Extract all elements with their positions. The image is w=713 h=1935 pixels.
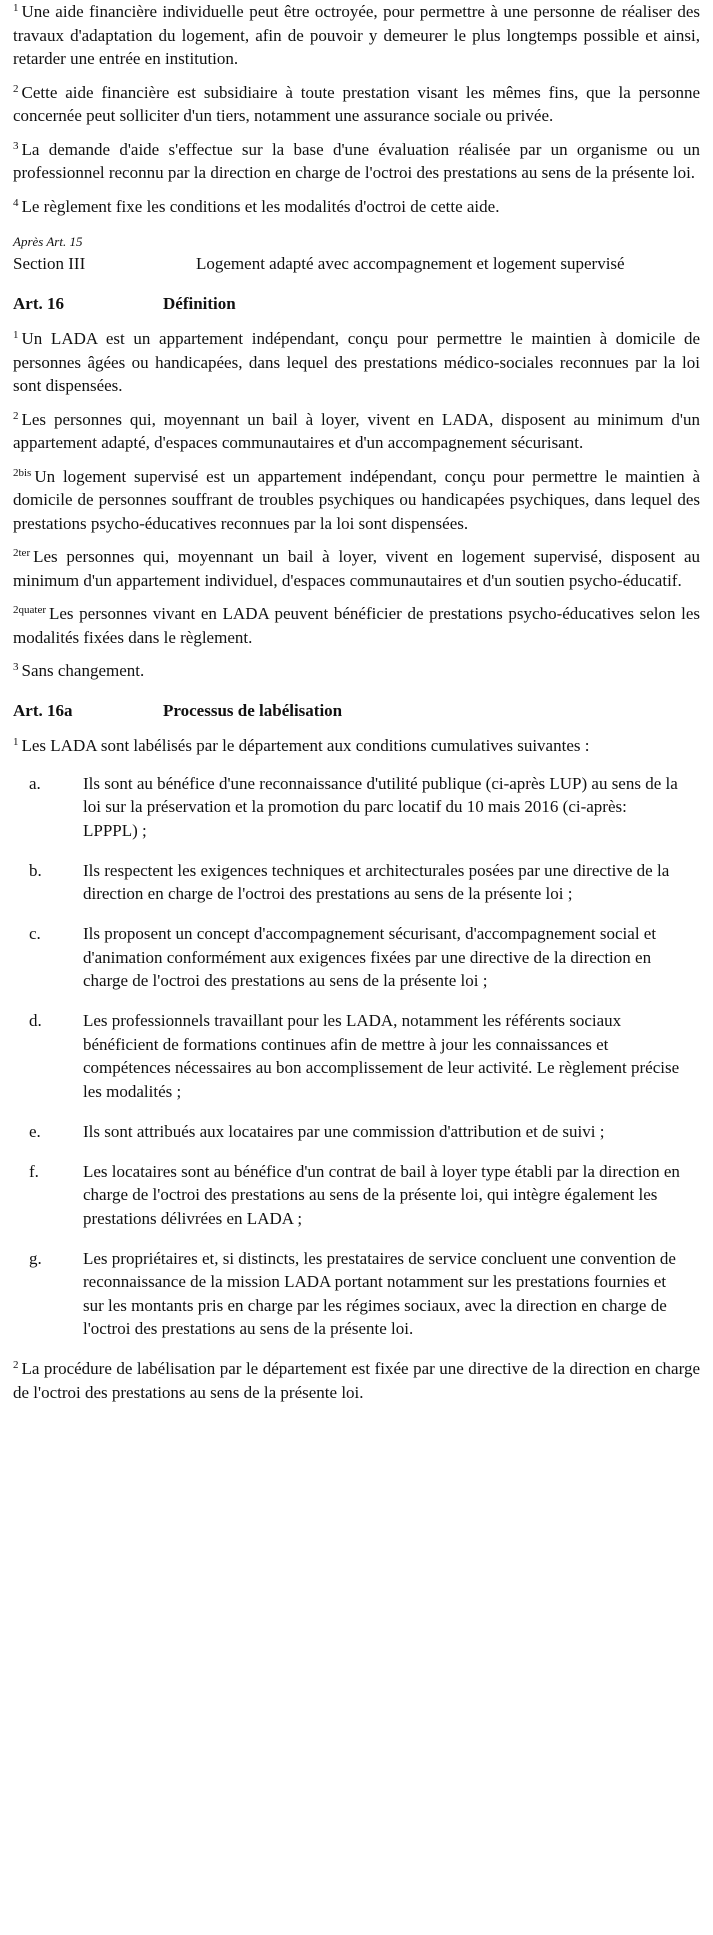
list-item-letter: f. — [29, 1161, 39, 1181]
section-heading — [13, 252, 700, 276]
section-label: Section III — [13, 254, 86, 273]
list-item — [13, 859, 700, 906]
paragraph-text: Les LADA sont labélisés par le département aux conditions cumulatives suivantes : — [21, 736, 590, 755]
article-title: Processus de labélisation — [163, 700, 343, 720]
intro-paragraph-4 — [13, 195, 700, 219]
paragraph-text: La procédure de labélisation par le département est fixée par une directive de la direction en charge de l'octroi des prestations au sens de la présente loi. — [13, 1359, 700, 1402]
list-item — [13, 1009, 700, 1103]
list-item — [13, 1247, 700, 1341]
paragraph-text: Un logement supervisé est un appartement indépendant, conçu pour permettre le maintien à domicile de personnes souffrant de troubles psychiques ou handicapées psychiques, dans lequel des prestations psycho-éducatives reconnues par la loi sont dispensées. — [13, 466, 700, 533]
art16-paragraph-2 — [13, 408, 700, 455]
paragraph-number: 3 — [13, 661, 19, 673]
paragraph-number: 2 — [13, 82, 19, 95]
paragraph-text: Sans changement. — [21, 661, 145, 680]
list-item-letter: e. — [29, 1121, 41, 1141]
paragraph-text: Les personnes vivant en LADA peuvent bénéficier de prestations psycho-éducatives selon les modalités fixées dans le règlement. — [13, 604, 700, 647]
article-heading-16a — [13, 699, 700, 723]
paragraph-text: Une aide financière individuelle peut être octroyée, pour permettre à une personne de réaliser des travaux d'adaptation du logement, afin de pouvoir y demeurer le plus longtemps possible et ainsi, retarder une entrée en institution. — [13, 2, 700, 68]
list-item-text: Les professionnels travaillant pour les LADA, notamment les référents sociaux bénéficient de formations continues afin de mettre à jour les connaissances et compétences nécessaires au bon accomplissement de leur activité. Le règlement précise les modalités ; — [83, 1011, 680, 1101]
paragraph-number: 2bis — [13, 466, 32, 479]
list-item — [13, 1120, 700, 1144]
list-item-text: Ils proposent un concept d'accompagnement sécurisant, d'accompagnement social et d'animation conformément aux exigences fixées par une directive de la direction en charge de l'octroi des prestations au sens de la présente loi ; — [83, 924, 657, 990]
paragraph-text: Cette aide financière est subsidiaire à toute prestation visant les mêmes fins, que la personne concernée peut solliciter d'un tiers, notamment une assurance sociale ou privée. — [13, 82, 700, 125]
insertion-marker: Après Art. 15 — [13, 234, 83, 249]
paragraph-text: Les personnes qui, moyennant un bail à loyer, vivent en LADA, disposent au minimum d'un appartement adapté, d'espaces communautaires et d'un accompagnement sécurisant. — [13, 409, 700, 452]
art16a-paragraph-2 — [13, 1357, 700, 1404]
paragraph-text: Le règlement fixe les conditions et les modalités d'octroi de cette aide. — [21, 196, 500, 216]
paragraph-text: Un LADA est un appartement indépendant, conçu pour permettre le maintien à domicile de personnes âgées ou handicapées, dans lequel des prestations médico-sociales reconnues par la loi sont dispensées. — [13, 329, 700, 395]
art16a-paragraph-1 — [13, 734, 700, 758]
list-item-letter: d. — [29, 1011, 42, 1030]
list-item-text: Ils respectent les exigences techniques et architecturales posées par une directive de la direction en charge de l'octroi des prestations au sens de la présente loi ; — [83, 860, 670, 903]
list-item-letter: b. — [29, 860, 42, 880]
section-title: Logement adapté avec accompagnement et logement supervisé — [196, 254, 625, 273]
list-item — [13, 922, 700, 993]
article-number: Art. 16a — [13, 700, 73, 720]
list-item-letter: c. — [29, 924, 41, 943]
article-heading-16 — [13, 292, 700, 316]
conditions-list — [13, 772, 700, 1341]
paragraph-text: Les personnes qui, moyennant un bail à loyer, vivent en logement supervisé, disposent au minimum d'un appartement individuel, d'espaces communautaires et d'un soutien psycho-éducatif. — [13, 547, 700, 590]
paragraph-number: 1 — [13, 736, 19, 748]
list-item-text: Les locataires sont au bénéfice d'un contrat de bail à loyer type établi par la direction en charge de l'octroi des prestations au sens de la présente loi, qui intègre également les prestations délivrées en LADA ; — [83, 1161, 680, 1228]
article-title: Définition — [163, 293, 236, 313]
list-item-text: Ils sont au bénéfice d'une reconnaissance d'utilité publique (ci-après LUP) au sens de la loi sur la préservation et la promotion du parc locatif du 10 mais 2016 (ci-après: LPPPL) ; — [83, 773, 678, 840]
art16-paragraph-2quater — [13, 602, 700, 649]
paragraph-number: 2 — [13, 1359, 19, 1371]
art16-paragraph-2bis — [13, 465, 700, 536]
paragraph-number: 4 — [13, 196, 19, 209]
intro-paragraph-1 — [13, 0, 700, 71]
intro-paragraph-3 — [13, 138, 700, 185]
paragraph-number: 1 — [13, 329, 19, 341]
list-item — [13, 772, 700, 843]
paragraph-number: 2 — [13, 409, 19, 422]
list-item-text: Ils sont attribués aux locataires par une commission d'attribution et de suivi ; — [83, 1121, 605, 1141]
paragraph-number: 1 — [13, 2, 19, 14]
art16-paragraph-2ter — [13, 545, 700, 592]
list-item-letter: a. — [29, 773, 41, 793]
list-item — [13, 1160, 700, 1231]
intro-paragraph-2 — [13, 81, 700, 128]
paragraph-number: 2ter — [13, 547, 31, 559]
paragraph-text: La demande d'aide s'effectue sur la base d'une évaluation réalisée par un organisme ou un professionnel reconnu par la direction en charge de l'octroi des prestations au sens de la présente loi. — [13, 139, 700, 182]
art16-paragraph-1 — [13, 327, 700, 398]
art16-paragraph-3 — [13, 659, 700, 683]
article-number: Art. 16 — [13, 293, 64, 313]
paragraph-number: 2quater — [13, 604, 46, 616]
list-item-text: Les propriétaires et, si distincts, les prestataires de service concluent une convention de reconnaissance de la mission LADA portant notamment sur les prestations fournies et sur les montants pris en charge par les régimes sociaux, avec la direction en charge de l'octroi des prestations au sens de la présente loi. — [83, 1248, 676, 1338]
list-item-letter: g. — [29, 1248, 42, 1268]
paragraph-number: 3 — [13, 139, 19, 152]
